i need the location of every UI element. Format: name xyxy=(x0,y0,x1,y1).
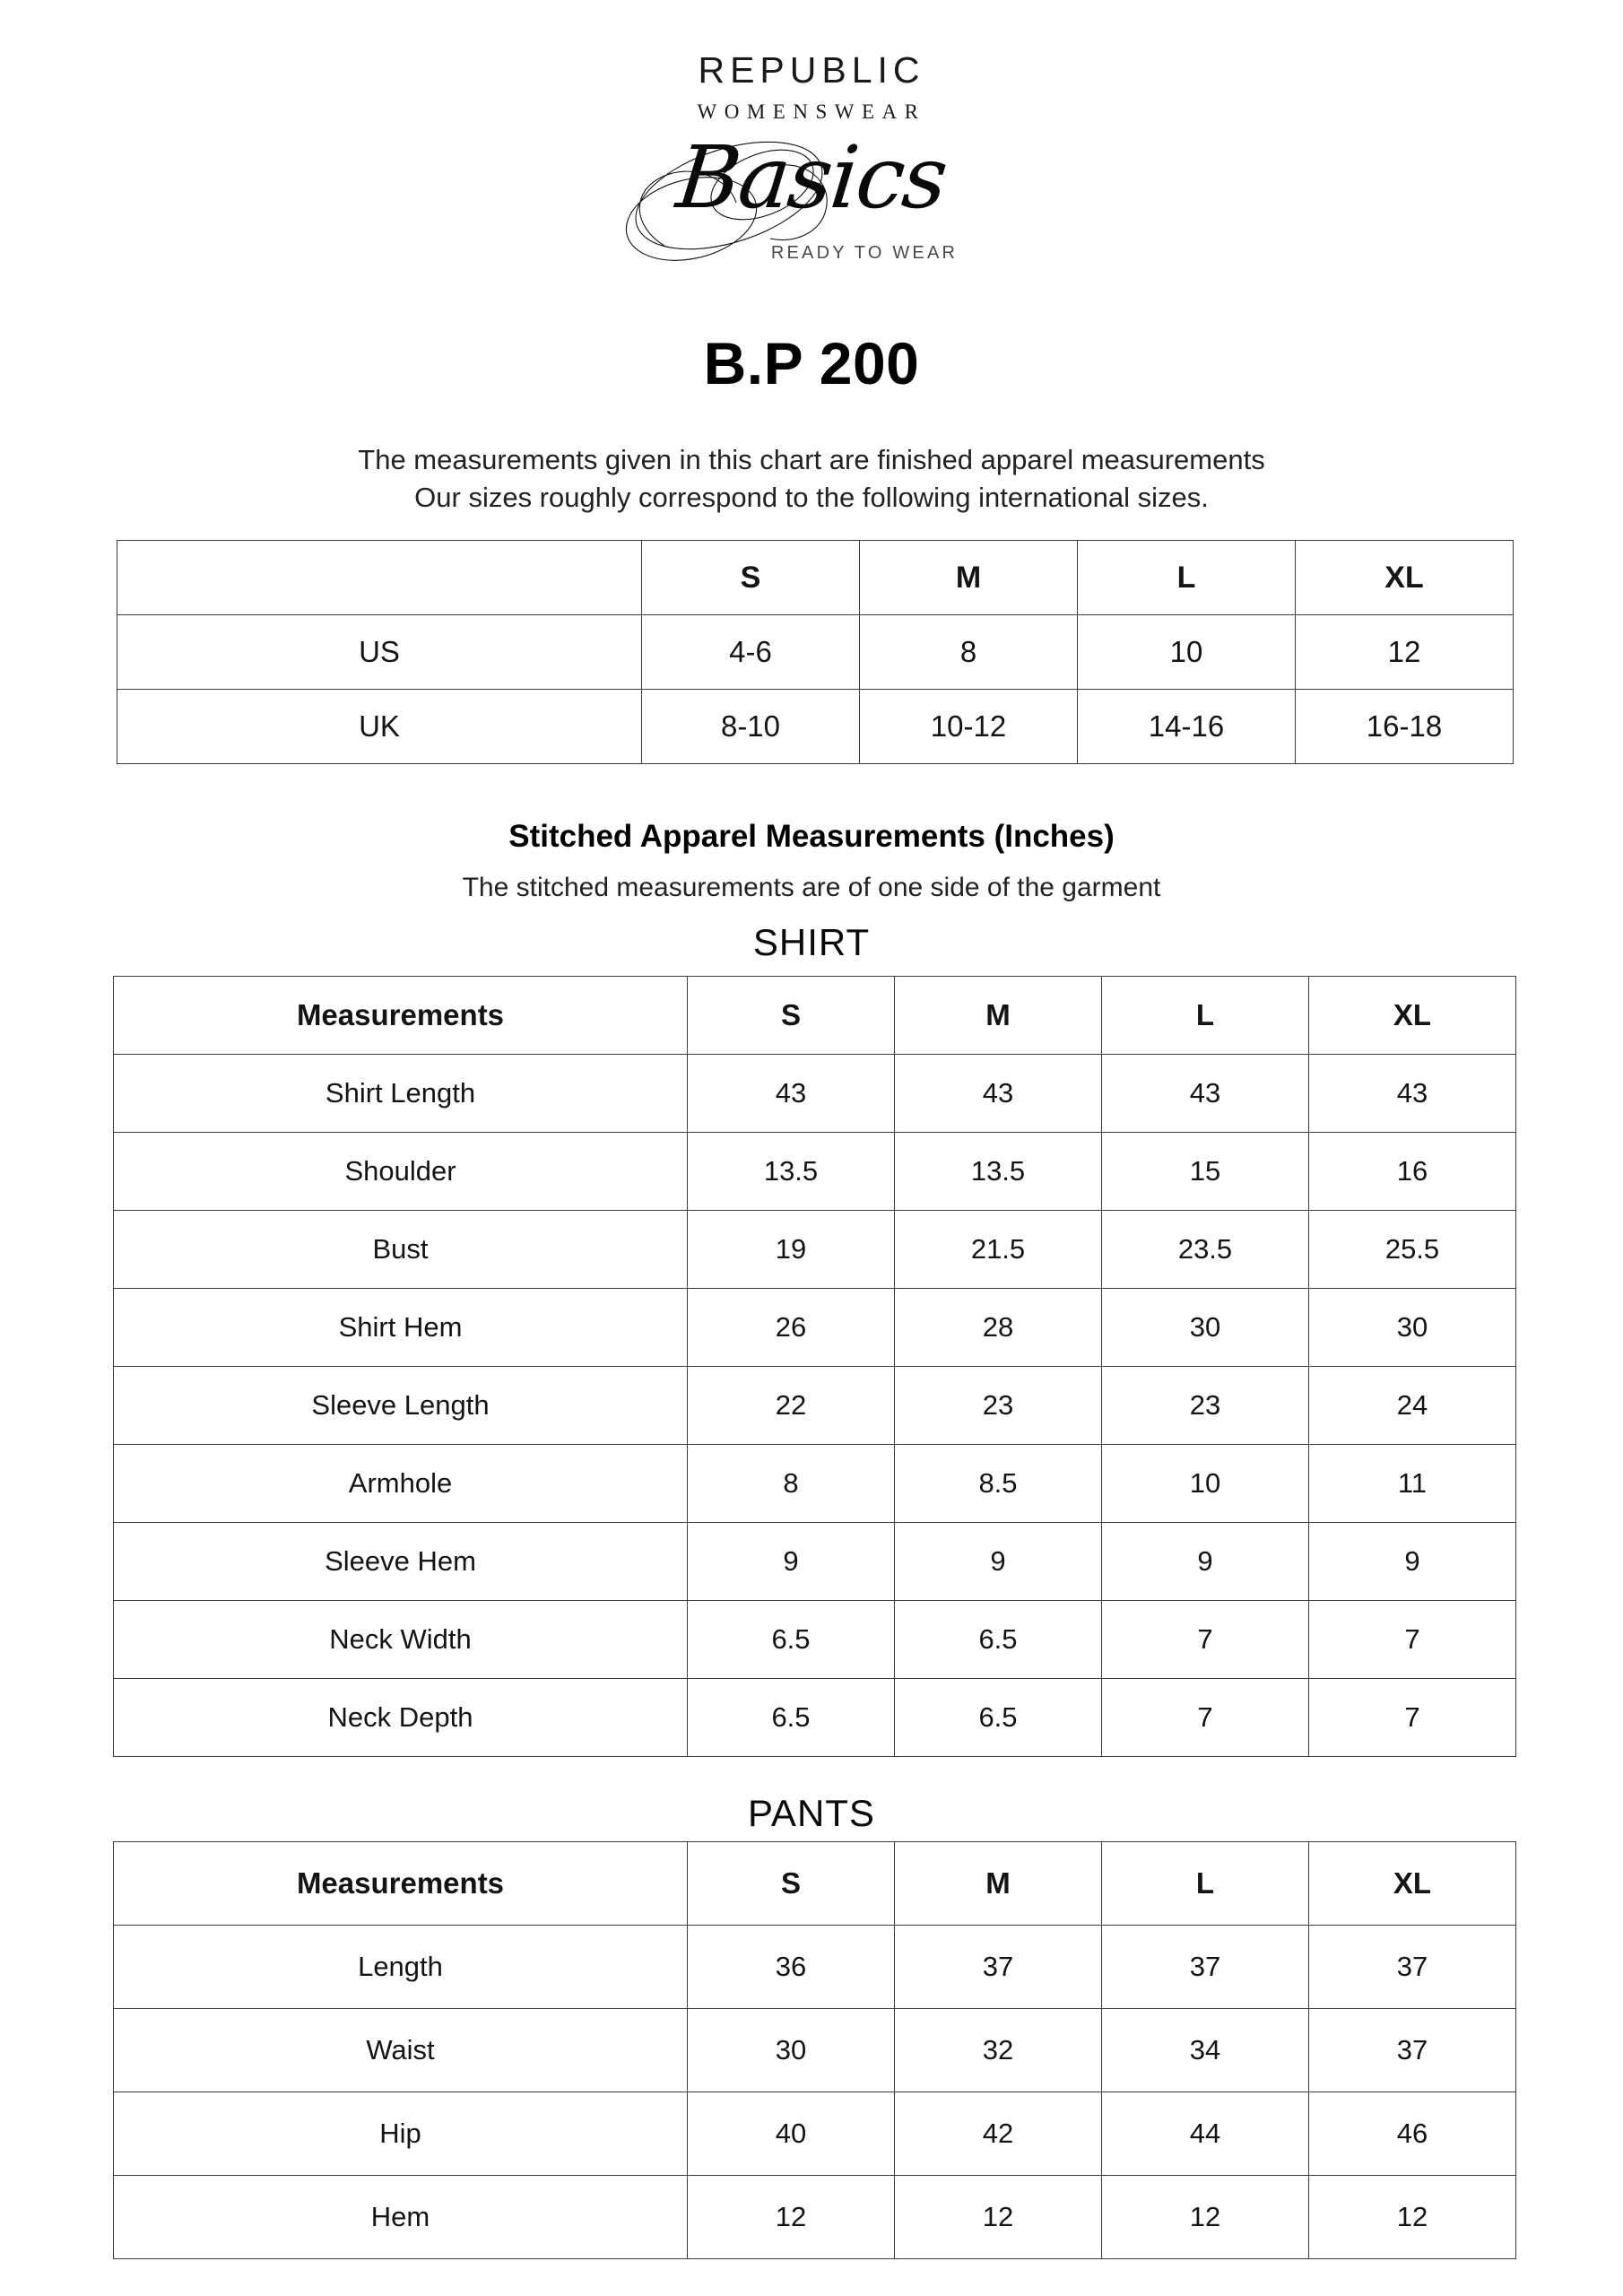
cell-l: 37 xyxy=(1102,1926,1309,2009)
column-header-measurements: Measurements xyxy=(114,977,688,1055)
cell-s: 22 xyxy=(688,1367,895,1445)
cell-xl: 25.5 xyxy=(1309,1211,1516,1289)
column-header-m: M xyxy=(895,977,1102,1055)
shirt-measurements-table xyxy=(113,976,1516,1757)
cell-xl: 12 xyxy=(1309,2176,1516,2259)
cell-l: 44 xyxy=(1102,2092,1309,2176)
cell-l: 7 xyxy=(1102,1679,1309,1757)
column-header-l: L xyxy=(1102,1842,1309,1926)
row-label: Armhole xyxy=(114,1445,688,1523)
cell-l: 30 xyxy=(1102,1289,1309,1367)
stitched-measurements-subheading: The stitched measurements are of one side of the garment xyxy=(462,873,1161,902)
brand-category: WOMENSWEAR xyxy=(697,100,926,123)
row-label: Shirt Length xyxy=(114,1055,688,1133)
cell-s: 30 xyxy=(688,2009,895,2092)
column-header-s: S xyxy=(642,541,860,615)
shirt-section-heading: SHIRT xyxy=(752,921,871,963)
cell-s: 40 xyxy=(688,2092,895,2176)
row-label: US xyxy=(117,615,642,690)
row-label: Sleeve Hem xyxy=(114,1523,688,1601)
table-row xyxy=(114,1601,1516,1679)
cell-m: 12 xyxy=(895,2176,1102,2259)
cell-s: 12 xyxy=(688,2176,895,2259)
table-row xyxy=(117,615,1514,690)
cell-l: 34 xyxy=(1102,2009,1309,2092)
column-header-xl: XL xyxy=(1296,541,1514,615)
cell-xl: 30 xyxy=(1309,1289,1516,1367)
cell-xl: 7 xyxy=(1309,1601,1516,1679)
cell-s: 6.5 xyxy=(688,1679,895,1757)
cell-m: 32 xyxy=(895,2009,1102,2092)
row-label: Hip xyxy=(114,2092,688,2176)
table-row xyxy=(114,2009,1516,2092)
table-row xyxy=(114,1523,1516,1601)
brand-name: REPUBLIC xyxy=(698,49,925,91)
column-header-m: M xyxy=(860,541,1078,615)
row-label: UK xyxy=(117,690,642,764)
cell-m: 21.5 xyxy=(895,1211,1102,1289)
table-header-row xyxy=(114,1842,1516,1926)
table-row xyxy=(114,2176,1516,2259)
table-row xyxy=(117,690,1514,764)
cell-xl: 43 xyxy=(1309,1055,1516,1133)
column-header-m: M xyxy=(895,1842,1102,1926)
cell-m: 6.5 xyxy=(895,1601,1102,1679)
intro-line-1: The measurements given in this chart are finished apparel measurements xyxy=(358,444,1265,475)
cell-l: 15 xyxy=(1102,1133,1309,1211)
cell-m: 13.5 xyxy=(895,1133,1102,1211)
table-row xyxy=(114,1445,1516,1523)
cell-s: 43 xyxy=(688,1055,895,1133)
column-header-xl: XL xyxy=(1309,1842,1516,1926)
cell-s: 9 xyxy=(688,1523,895,1601)
cell-s: 8 xyxy=(688,1445,895,1523)
table-row xyxy=(114,1289,1516,1367)
international-size-table xyxy=(117,540,1514,764)
stitched-measurements-heading: Stitched Apparel Measurements (Inches) xyxy=(508,819,1115,854)
cell-l: 43 xyxy=(1102,1055,1309,1133)
cell-xl: 16 xyxy=(1309,1133,1516,1211)
cell-s: 6.5 xyxy=(688,1601,895,1679)
page-title: B.P 200 xyxy=(703,330,920,396)
cell-s: 26 xyxy=(688,1289,895,1367)
cell-xl: 9 xyxy=(1309,1523,1516,1601)
cell-l: 14-16 xyxy=(1078,690,1296,764)
table-row xyxy=(114,1926,1516,2009)
row-label: Shoulder xyxy=(114,1133,688,1211)
table-row xyxy=(114,2092,1516,2176)
brand-line-lockup xyxy=(0,127,1623,273)
column-header-s: S xyxy=(688,977,895,1055)
cell-xl: 16-18 xyxy=(1296,690,1514,764)
cell-m: 42 xyxy=(895,2092,1102,2176)
cell-m: 9 xyxy=(895,1523,1102,1601)
cell-xl: 37 xyxy=(1309,2009,1516,2092)
cell-l: 9 xyxy=(1102,1523,1309,1601)
column-header-blank xyxy=(117,541,642,615)
pants-measurements-table xyxy=(113,1841,1516,2259)
cell-xl: 12 xyxy=(1296,615,1514,690)
brand-tagline: READY TO WEAR xyxy=(770,243,959,263)
column-header-s: S xyxy=(688,1842,895,1926)
table-header-row xyxy=(114,977,1516,1055)
column-header-l: L xyxy=(1078,541,1296,615)
pants-section-heading: PANTS xyxy=(748,1792,875,1834)
cell-m: 37 xyxy=(895,1926,1102,2009)
cell-xl: 37 xyxy=(1309,1926,1516,2009)
intro-line-2: Our sizes roughly correspond to the following international sizes. xyxy=(414,481,1209,513)
row-label: Length xyxy=(114,1926,688,2009)
column-header-measurements: Measurements xyxy=(114,1842,688,1926)
intro-text xyxy=(0,441,1623,516)
row-label: Neck Width xyxy=(114,1601,688,1679)
cell-m: 8.5 xyxy=(895,1445,1102,1523)
table-row xyxy=(114,1211,1516,1289)
row-label: Bust xyxy=(114,1211,688,1289)
cell-xl: 24 xyxy=(1309,1367,1516,1445)
cell-m: 8 xyxy=(860,615,1078,690)
table-row xyxy=(114,1367,1516,1445)
row-label: Waist xyxy=(114,2009,688,2092)
cell-xl: 7 xyxy=(1309,1679,1516,1757)
cell-l: 10 xyxy=(1078,615,1296,690)
row-label: Hem xyxy=(114,2176,688,2259)
cell-m: 10-12 xyxy=(860,690,1078,764)
column-header-l: L xyxy=(1102,977,1309,1055)
cell-s: 13.5 xyxy=(688,1133,895,1211)
table-row xyxy=(114,1133,1516,1211)
row-label: Sleeve Length xyxy=(114,1367,688,1445)
cell-s: 8-10 xyxy=(642,690,860,764)
table-row xyxy=(114,1679,1516,1757)
brand-logo xyxy=(0,49,1623,273)
cell-l: 23 xyxy=(1102,1367,1309,1445)
table-row xyxy=(114,1055,1516,1133)
cell-l: 23.5 xyxy=(1102,1211,1309,1289)
cell-s: 36 xyxy=(688,1926,895,2009)
cell-l: 7 xyxy=(1102,1601,1309,1679)
column-header-xl: XL xyxy=(1309,977,1516,1055)
cell-m: 28 xyxy=(895,1289,1102,1367)
cell-xl: 11 xyxy=(1309,1445,1516,1523)
brand-line: Basics xyxy=(672,127,951,228)
cell-s: 4-6 xyxy=(642,615,860,690)
table-header-row xyxy=(117,541,1514,615)
cell-m: 6.5 xyxy=(895,1679,1102,1757)
cell-l: 12 xyxy=(1102,2176,1309,2259)
cell-m: 23 xyxy=(895,1367,1102,1445)
cell-l: 10 xyxy=(1102,1445,1309,1523)
row-label: Neck Depth xyxy=(114,1679,688,1757)
cell-m: 43 xyxy=(895,1055,1102,1133)
row-label: Shirt Hem xyxy=(114,1289,688,1367)
cell-xl: 46 xyxy=(1309,2092,1516,2176)
cell-s: 19 xyxy=(688,1211,895,1289)
